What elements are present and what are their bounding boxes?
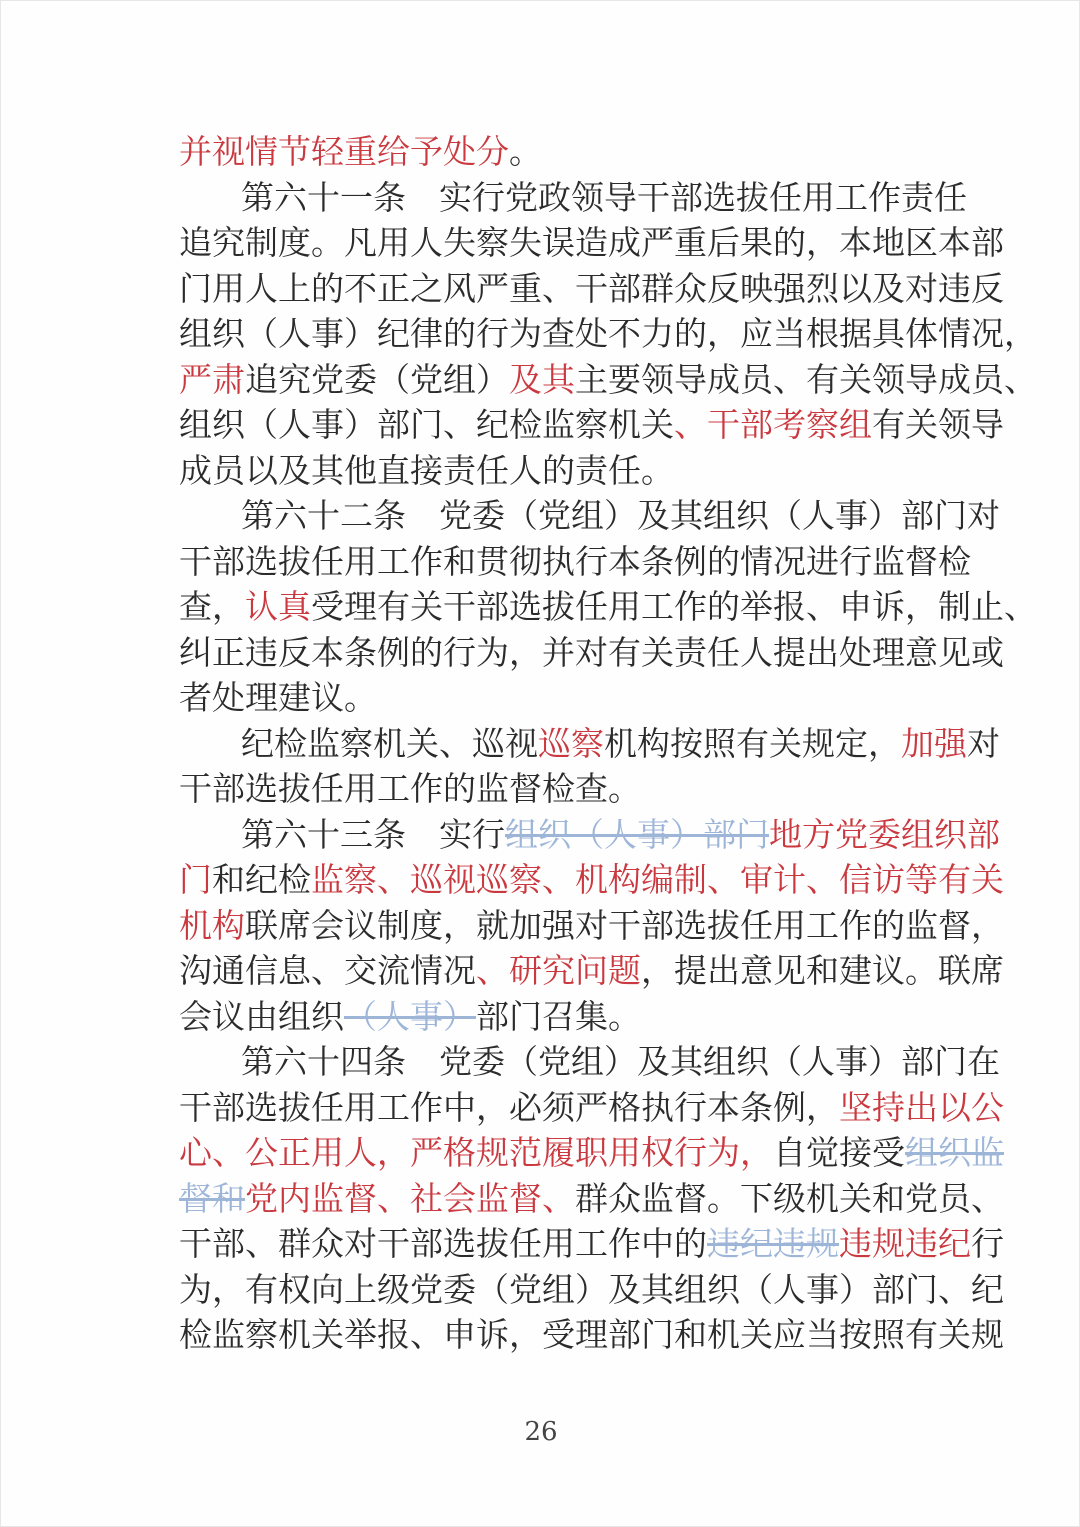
- page-number: 26: [524, 1417, 558, 1447]
- text-line: [179, 812, 1000, 858]
- text-line: [179, 994, 933, 1040]
- text-line: [179, 1039, 1000, 1085]
- text-run: 受理有关干部选拔任用工作的举报、申诉，制止、: [311, 587, 1037, 626]
- text-line: [179, 357, 1037, 403]
- text-line: [179, 539, 971, 585]
- inserted-text: 违规违纪: [839, 1224, 971, 1263]
- text-run: 联席会议制度，就加强对干部选拔任用工作的监督，: [245, 905, 1004, 945]
- text-run: 干部选拔任用工作的监督检查。: [179, 769, 641, 808]
- text-line: [179, 857, 1004, 903]
- inserted-text: 并视情节轻重给予处分: [179, 132, 509, 171]
- text-run: 者处理建议。: [179, 678, 377, 717]
- text-line: [179, 175, 967, 221]
- text-run: 查，: [179, 587, 245, 626]
- deleted-text: 组织监: [905, 1133, 1004, 1172]
- text-run: 沟通信息、交流情况: [179, 951, 476, 990]
- text-run: 行: [971, 1224, 1004, 1263]
- deleted-text: 违纪违规: [707, 1224, 839, 1263]
- text-run: 纪检监察机关、巡视: [241, 723, 538, 763]
- text-run: 会议由组织: [179, 996, 344, 1036]
- text-run: 第六十四条 党委（党组）及其组织（人事）部门在: [241, 1042, 1000, 1081]
- text-run: 自觉接受: [773, 1133, 905, 1172]
- inserted-text: 巡察: [538, 723, 604, 763]
- text-run: 主要领导成员、有关领导成员、: [575, 359, 1037, 399]
- text-line: [179, 1267, 1004, 1313]
- text-run: 追究制度。凡用人失察失误造成严重后果的，本地区本部: [179, 223, 1004, 262]
- text-run: 有关领导: [872, 405, 1004, 444]
- text-line: [179, 220, 1004, 266]
- text-run: 纠正违反本条例的行为，并对有关责任人提出处理意见或: [179, 632, 1004, 672]
- text-run: 干部选拔任用工作中，必须严格执行本条例，: [179, 1087, 839, 1127]
- text-run: 机构按照有关规定，: [604, 723, 901, 763]
- text-run: 第六十二条 党委（党组）及其组织（人事）部门对: [241, 496, 1000, 535]
- text-run: 成员以及其他直接责任人的责任。: [179, 450, 674, 490]
- inserted-text: 坚持出以公: [839, 1087, 1004, 1127]
- text-line: [179, 1085, 1004, 1131]
- inserted-text: 、研究问题: [476, 951, 641, 990]
- text-run: 第六十一条 实行党政领导干部选拔任用工作责任: [241, 177, 967, 217]
- text-line: [179, 448, 933, 494]
- inserted-text: 心、公正用人，严格规范履职用权行为，: [179, 1133, 773, 1172]
- deleted-text: 组织（人事）部门: [505, 814, 769, 854]
- text-line: [179, 1312, 1004, 1358]
- inserted-text: 、干部考察组: [674, 405, 872, 444]
- text-run: 干部、群众对干部选拔任用工作中的: [179, 1224, 707, 1263]
- text-line: [179, 903, 1004, 949]
- text-run: 。: [509, 132, 542, 171]
- inserted-text: 地方党委组织部: [769, 814, 1000, 854]
- inserted-text: 监察、巡视巡察、机构编制、审计、信访等有关: [311, 860, 1004, 899]
- text-run: 群众监督。下级机关和党员、: [575, 1178, 1004, 1218]
- text-run: 为，有权向上级党委（党组）及其组织（人事）部门、纪: [179, 1269, 1004, 1309]
- text-line: [179, 584, 1037, 630]
- text-run: 组织（人事）部门、纪检监察机关: [179, 405, 674, 444]
- text-run: 对: [967, 723, 1000, 763]
- inserted-text: 加强: [901, 723, 967, 763]
- text-line: [179, 493, 1000, 539]
- inserted-text: 认真: [245, 587, 311, 626]
- inserted-text: 及其: [509, 359, 575, 399]
- inserted-text: 党内监督、社会监督、: [245, 1178, 575, 1218]
- text-line: [179, 1130, 1004, 1176]
- text-run: ，提出意见和建议。联席: [641, 951, 1004, 990]
- text-run: 第六十三条 实行: [241, 814, 505, 854]
- deleted-text: （人事）: [344, 996, 476, 1036]
- text-line: [179, 311, 1037, 357]
- document-body: [179, 129, 1037, 1358]
- deleted-text: 督和: [179, 1178, 245, 1218]
- inserted-text: 严肃: [179, 359, 245, 399]
- text-run: 干部选拔任用工作和贯彻执行本条例的情况进行监督检: [179, 541, 971, 581]
- text-run: 检监察机关举报、申诉，受理部门和机关应当按照有关规: [179, 1315, 1004, 1354]
- inserted-text: 门: [179, 860, 212, 899]
- text-run: 部门召集。: [476, 996, 641, 1036]
- text-line: [179, 766, 933, 812]
- text-line: [179, 675, 933, 721]
- text-line: [179, 630, 1004, 676]
- text-line: [179, 1176, 1004, 1222]
- text-line: [179, 1221, 1004, 1267]
- text-run: 追究党委（党组）: [245, 359, 509, 399]
- text-run: 和纪检: [212, 860, 311, 899]
- text-line: [179, 266, 1004, 312]
- text-run: 门用人上的不正之风严重、干部群众反映强烈以及对违反: [179, 268, 1004, 308]
- text-line: [179, 402, 1004, 448]
- inserted-text: 机构: [179, 905, 245, 945]
- text-run: 组织（人事）纪律的行为查处不力的，应当根据具体情况，: [179, 314, 1037, 353]
- text-line: [179, 948, 1004, 994]
- text-line: [179, 721, 1000, 767]
- text-line: [179, 129, 933, 175]
